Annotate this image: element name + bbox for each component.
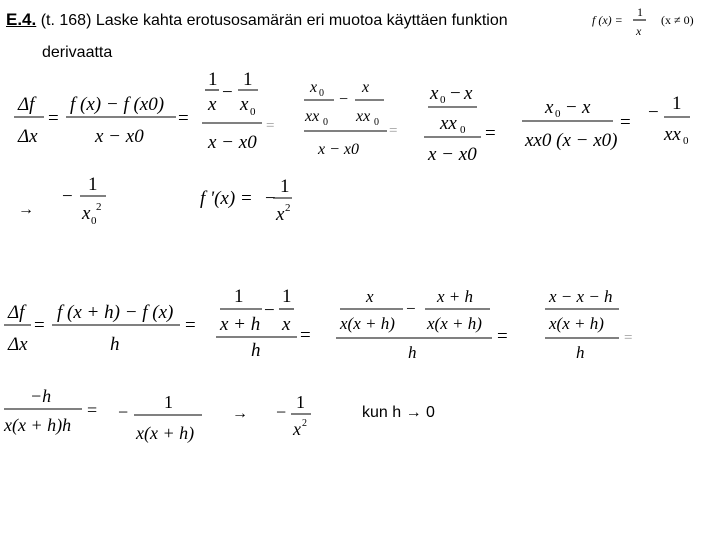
svg-text:0: 0 (683, 135, 689, 147)
r1-t3 (202, 69, 262, 153)
r1-eq3: = (266, 118, 275, 134)
svg-text:−: − (648, 102, 659, 123)
r2-deriv-num: 1 (280, 176, 290, 197)
r1-t2-den: x − x0 (95, 126, 144, 147)
svg-text:x + h: x + h (437, 287, 474, 306)
svg-text:−: − (566, 97, 577, 118)
svg-text:x: x (362, 79, 370, 96)
exercise-label: E.4. (6, 10, 37, 29)
r3-t3 (216, 286, 297, 361)
r1-eq1: = (48, 108, 59, 129)
svg-text:xx: xx (664, 124, 681, 145)
r1-eq5: = (485, 123, 496, 144)
svg-text:0: 0 (319, 88, 324, 99)
r2-num: 1 (88, 174, 98, 195)
svg-text:1: 1 (234, 286, 244, 307)
r1-eq2: = (178, 108, 189, 129)
svg-text:0: 0 (440, 94, 446, 106)
r1-t5 (424, 83, 481, 165)
row1-expression (14, 69, 690, 165)
r2-arrow: → (18, 201, 34, 218)
svg-text:=: = (185, 315, 196, 336)
svg-text:xx: xx (440, 113, 457, 134)
svg-text:−: − (276, 402, 287, 422)
svg-text:0: 0 (91, 215, 97, 227)
r1-t5-den: x − x0 (428, 144, 477, 165)
svg-text:−: − (264, 300, 275, 321)
r3-t5-den: h (576, 343, 585, 362)
row4-expression (3, 386, 311, 444)
r1-t6 (522, 97, 617, 151)
fdef-cond: (x ≠ 0) (661, 13, 694, 27)
svg-text:1: 1 (243, 69, 253, 90)
svg-text:=: = (300, 325, 311, 346)
r1-eq4: = (389, 123, 398, 139)
r1-t4 (304, 79, 387, 158)
svg-text:1: 1 (208, 69, 218, 90)
svg-text:xx: xx (305, 108, 320, 125)
r2-deriv-lhs: f '(x) = (200, 188, 253, 209)
svg-text:x: x (293, 419, 301, 439)
exercise-text-line2: derivaatta (42, 44, 113, 61)
r1-t2-num: f (x) − f (x0) (70, 94, 165, 115)
svg-text:x: x (208, 94, 217, 115)
r3-t1-num: Δf (8, 302, 25, 323)
svg-text:x: x (282, 314, 291, 335)
fdef-num: 1 (637, 5, 643, 19)
row3-expression (4, 286, 632, 362)
row2-expression (18, 174, 292, 227)
svg-text:=: = (624, 330, 633, 346)
r1-t1-num: Δf (18, 94, 35, 115)
r3-t5 (545, 287, 619, 362)
r4-t1-den: x(x + h)h (4, 415, 72, 435)
limit-condition: kun h → 0 (362, 404, 435, 421)
svg-text:−: − (265, 188, 276, 209)
svg-text:x: x (82, 203, 91, 224)
exercise-text: (t. 168) Laske kahta erotusosamärän eri muotoa käyttäen funktion (40, 12, 508, 29)
svg-text:x: x (366, 287, 374, 306)
r1-t1-den: Δx (18, 126, 38, 147)
fdef-lhs: f (x) = (592, 13, 623, 27)
svg-text:x + h: x + h (220, 314, 261, 335)
svg-text:x(x + h): x(x + h) (427, 314, 482, 333)
svg-text:0: 0 (250, 106, 256, 118)
svg-text:−: − (450, 83, 461, 104)
r3-t2-den: h (110, 334, 120, 355)
svg-text:2: 2 (302, 418, 307, 429)
r1-t3-den: x − x0 (208, 132, 257, 153)
svg-text:=: = (497, 326, 508, 347)
r1-t4-den: x − x0 (318, 141, 359, 158)
r1-t6-den: xx0 (x − x0) (525, 130, 618, 151)
function-definition (592, 5, 694, 38)
svg-text:=: = (34, 315, 45, 336)
svg-text:x: x (582, 97, 591, 118)
svg-text:x(x + h): x(x + h) (340, 314, 395, 333)
svg-text:x: x (464, 83, 473, 104)
svg-text:x: x (545, 97, 554, 118)
svg-text:xx: xx (356, 108, 371, 125)
svg-text:−: − (118, 402, 129, 422)
svg-text:2: 2 (285, 202, 291, 214)
r3-t1-den: Δx (8, 334, 28, 355)
svg-text:x: x (430, 83, 439, 104)
fdef-den: x (636, 24, 642, 38)
r3-t5-mid: x(x + h) (549, 314, 604, 333)
r4-t3-num: 1 (296, 392, 305, 412)
svg-text:x: x (276, 204, 285, 225)
svg-text:0: 0 (323, 117, 328, 128)
r3-t2-num: f (x + h) − f (x) (57, 302, 174, 323)
r4-t2-den: x(x + h) (136, 423, 195, 443)
svg-text:−: − (406, 299, 416, 318)
r4-t1-num: −h (30, 386, 52, 406)
svg-text:0: 0 (460, 124, 466, 136)
svg-text:=: = (87, 400, 98, 420)
svg-text:x: x (240, 94, 249, 115)
r3-t5-num: x − x − h (549, 287, 613, 306)
svg-text:−: − (339, 91, 349, 108)
svg-text:x: x (310, 79, 318, 96)
r3-t4-den: h (408, 343, 417, 362)
r1-eq6: = (620, 112, 631, 133)
svg-text:→: → (232, 405, 248, 422)
r1-t7 (648, 93, 690, 147)
r3-t3-den: h (251, 340, 261, 361)
r1-t7-num: 1 (672, 93, 682, 114)
svg-text:0: 0 (374, 117, 379, 128)
r3-t4 (336, 287, 492, 362)
svg-text:0: 0 (555, 108, 561, 120)
r2-minus: − (62, 186, 73, 207)
r4-t2-num: 1 (164, 392, 173, 412)
svg-text:2: 2 (96, 201, 102, 213)
svg-text:1: 1 (282, 286, 292, 307)
svg-text:−: − (222, 82, 233, 103)
